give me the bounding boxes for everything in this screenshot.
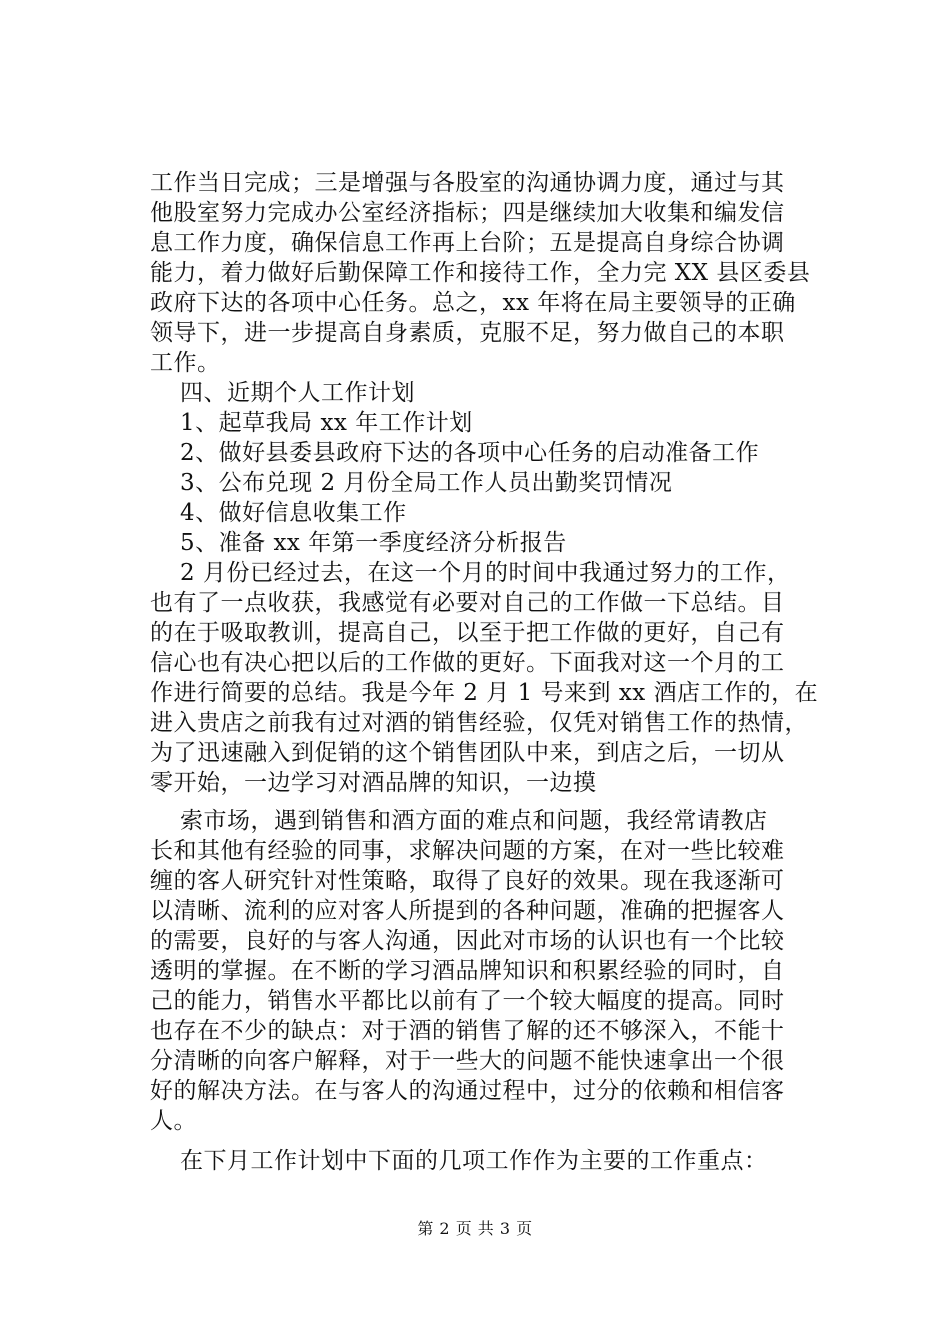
text-line: 也存在不少的缺点：对于酒的销售了解的还不够深入，不能十: [150, 1018, 785, 1044]
text-line: 在下月工作计划中下面的几项工作作为主要的工作重点：: [180, 1148, 768, 1174]
text-line: 工作当日完成；三是增强与各股室的沟通协调力度，通过与其: [150, 170, 785, 196]
text-line: 长和其他有经验的同事，求解决问题的方案，在对一些比较难: [150, 838, 785, 864]
text-line: 作进行简要的总结。我是今年 2 月 1 号来到 xx 酒店工作的，在: [150, 680, 819, 706]
plan-item: 1、起草我局 xx 年工作计划: [180, 410, 473, 436]
text-line: 缠的客人研究针对性策略，取得了良好的效果。现在我逐渐可: [150, 868, 785, 894]
paragraph-1: [150, 168, 810, 378]
text-line: 好的解决方法。在与客人的沟通过程中，过分的依赖和相信客: [150, 1078, 785, 1104]
text-line: 透明的掌握。在不断的学习酒品牌知识和积累经验的同时，自: [150, 958, 785, 984]
text-line: 能力，着力做好后勤保障工作和接待工作，全力完 XX 县区委县: [150, 260, 811, 286]
text-line: 为了迅速融入到促销的这个销售团队中来，到店之后，一切从: [150, 740, 785, 766]
text-line: 索市场，遇到销售和酒方面的难点和问题，我经常请教店: [180, 808, 768, 834]
plan-section: [150, 378, 810, 558]
text-line: 也有了一点收获，我感觉有必要对自己的工作做一下总结。目: [150, 590, 785, 616]
text-line: 工作。: [150, 350, 221, 376]
text-line: 进入贵店之前我有过对酒的销售经验，仅凭对销售工作的热情，: [150, 710, 808, 736]
paragraph-3: [150, 806, 810, 1136]
text-line: 政府下达的各项中心任务。总之，xx 年将在局主要领导的正确: [150, 290, 796, 316]
text-line: 2 月份已经过去，在这一个月的时间中我通过努力的工作，: [180, 560, 791, 586]
text-line: 领导下，进一步提高自身素质，克服不足，努力做自己的本职: [150, 320, 785, 346]
plan-item: 5、准备 xx 年第一季度经济分析报告: [180, 530, 567, 556]
text-line: 的在于吸取教训，提高自己，以至于把工作做的更好，自己有: [150, 620, 785, 646]
page-footer: 第 2 页 共 3 页: [417, 1219, 533, 1238]
paragraph-2: [150, 558, 819, 798]
plan-item: 3、公布兑现 2 月份全局工作人员出勤奖罚情况: [180, 470, 673, 496]
text-line: 分清晰的向客户解释，对于一些大的问题不能快速拿出一个很: [150, 1048, 785, 1074]
text-line: 他股室努力完成办公室经济指标；四是继续加大收集和编发信: [150, 200, 785, 226]
text-line: 人。: [150, 1108, 197, 1134]
text-line: 息工作力度，确保信息工作再上台阶；五是提高自身综合协调: [150, 230, 785, 256]
text-line: 己的能力，销售水平都比以前有了一个较大幅度的提高。同时: [150, 988, 785, 1014]
text-line: 的需要，良好的与客人沟通，因此对市场的认识也有一个比较: [150, 928, 785, 954]
text-line: 信心也有决心把以后的工作做的更好。下面我对这一个月的工: [150, 650, 785, 676]
text-line: 零开始，一边学习对酒品牌的知识，一边摸: [150, 770, 597, 796]
plan-heading: 四、近期个人工作计划: [180, 380, 415, 406]
paragraph-4: [150, 1146, 810, 1176]
plan-item: 4、做好信息收集工作: [180, 500, 407, 526]
document-body: [150, 168, 819, 1176]
text-line: 以清晰、流利的应对客人所提到的各种问题，准确的把握客人: [150, 898, 785, 924]
plan-item: 2、做好县委县政府下达的各项中心任务的启动准备工作: [180, 440, 760, 466]
